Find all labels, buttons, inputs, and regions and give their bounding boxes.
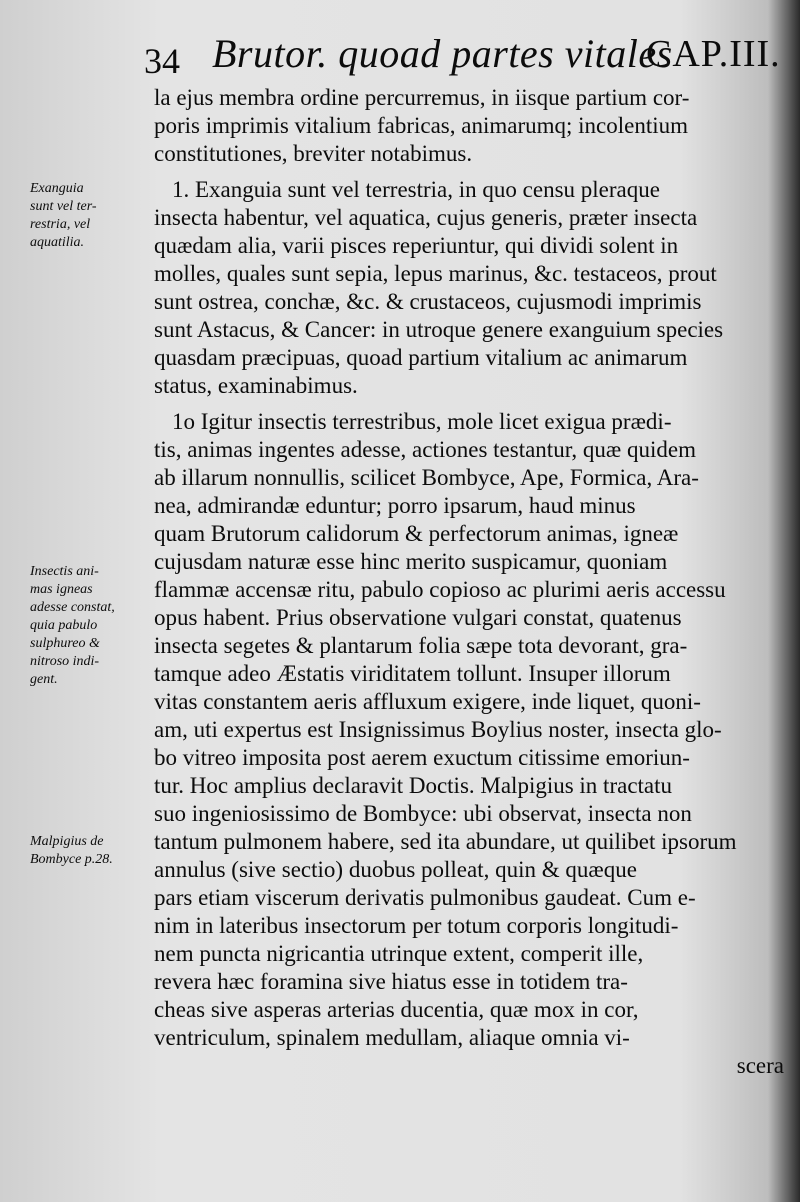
margin-note-line: Exanguia <box>30 181 84 196</box>
text-line: tis, animas ingentes adesse, actiones testantur, quæ quidem <box>154 437 697 462</box>
margin-note-line: nitroso indi- <box>30 654 100 669</box>
text-line: sunt ostrea, conchæ, &c. & crustaceos, cujusmodi imprimis <box>154 289 702 314</box>
chapter-label: CAP.III. <box>646 33 781 75</box>
text-line: cheas sive asperas arterias ducentia, quæ mox in cor, <box>154 997 639 1022</box>
margin-note-line: sulphureo & <box>30 636 100 651</box>
text-line: flammæ accensæ ritu, pabulo copioso ac plurimi aeris accessu <box>154 577 726 602</box>
margin-note-line: aquatilia. <box>30 235 85 250</box>
text-line: vitas constantem aeris affluxum exigere, inde liquet, quoni- <box>154 689 701 714</box>
text-line: tamque adeo Æstatis viriditatem tollunt. Insuper illorum <box>154 661 671 686</box>
text-line: quam Brutorum calidorum & perfectorum animas, igneæ <box>154 521 679 546</box>
margin-note-line: Insectis ani- <box>30 564 99 579</box>
margin-note-malpigius <box>30 833 152 869</box>
text-line: tantum pulmonem habere, sed ita abundare, ut quilibet ipsorum <box>154 829 737 854</box>
running-title: Brutor. quoad partes vitales <box>212 31 673 76</box>
running-head <box>140 22 781 81</box>
text-line: nem puncta nigricantia utrinque extent, comperit ille, <box>154 941 644 966</box>
text-line: cujusdam naturæ esse hinc merito suspicamur, quoniam <box>154 549 668 574</box>
text-line: suo ingeniosissimo de Bombyce: ubi observat, insecta non <box>154 801 692 826</box>
text-line: tur. Hoc amplius declaravit Doctis. Malpigius in tractatu <box>154 773 673 798</box>
text-line: ventriculum, spinalem medullam, aliaque omnia vi- <box>154 1025 630 1050</box>
margin-note-insectis <box>30 563 152 689</box>
text-line: quædam alia, varii pisces reperiuntur, qui dividi solent in <box>154 233 679 258</box>
margin-note-line: restria, vel <box>30 217 91 232</box>
text-line: nea, admirandæ eduntur; porro ipsarum, haud minus <box>154 493 636 518</box>
text-line: molles, quales sunt sepia, lepus marinus, &c. testaceos, prout <box>154 261 717 286</box>
text-line: 1. Exanguia sunt vel terrestria, in quo censu pleraque <box>172 177 660 202</box>
text-line: insecta segetes & plantarum folia sæpe tota devorant, gra- <box>154 633 688 658</box>
margin-note-line: mas igneas <box>30 582 93 597</box>
body-text <box>154 84 784 1080</box>
text-line: ab illarum nonnullis, scilicet Bombyce, Ape, Formica, Ara- <box>154 465 699 490</box>
text-line: am, uti expertus est Insignissimus Boylius noster, insecta glo- <box>154 717 722 742</box>
margin-note-exanguia <box>30 180 152 252</box>
catchword: scera <box>736 1053 784 1078</box>
text-line: nim in lateribus insectorum per totum corporis longitudi- <box>154 913 679 938</box>
text-line: pars etiam viscerum derivatis pulmonibus gaudeat. Cum e- <box>154 885 696 910</box>
text-line: bo vitreo imposita post aerem exuctum citissime emoriun- <box>154 745 690 770</box>
text-line: opus habent. Prius observatione vulgari constat, quatenus <box>154 605 682 630</box>
text-line: insecta habentur, vel aquatica, cujus generis, præter insecta <box>154 205 698 230</box>
text-line: revera hæc foramina sive hiatus esse in totidem tra- <box>154 969 628 994</box>
text-line: poris imprimis vitalium fabricas, animarumq; incolentium <box>154 113 689 138</box>
margin-note-line: Bombyce p.28. <box>30 852 113 867</box>
page-number: 34 <box>144 41 180 81</box>
margin-note-line: adesse constat, <box>30 600 115 615</box>
text-line: quasdam præcipuas, quoad partium vitalium ac animarum <box>154 345 688 370</box>
margin-note-line: Malpigius de <box>30 834 104 849</box>
margin-note-line: sunt vel ter- <box>30 199 97 214</box>
text-line: sunt Astacus, & Cancer: in utroque genere exanguium species <box>154 317 724 342</box>
text-line: constitutiones, breviter notabimus. <box>154 141 473 166</box>
text-line: annulus (sive sectio) duobus polleat, quin & quæque <box>154 857 637 882</box>
text-line: 1o Igitur insectis terrestribus, mole licet exigua prædi- <box>172 409 672 434</box>
text-line: la ejus membra ordine percurremus, in iisque partium cor- <box>154 85 690 110</box>
margin-note-line: quia pabulo <box>30 618 98 633</box>
text-line: status, examinabimus. <box>154 373 358 398</box>
margin-note-line: gent. <box>30 672 58 687</box>
